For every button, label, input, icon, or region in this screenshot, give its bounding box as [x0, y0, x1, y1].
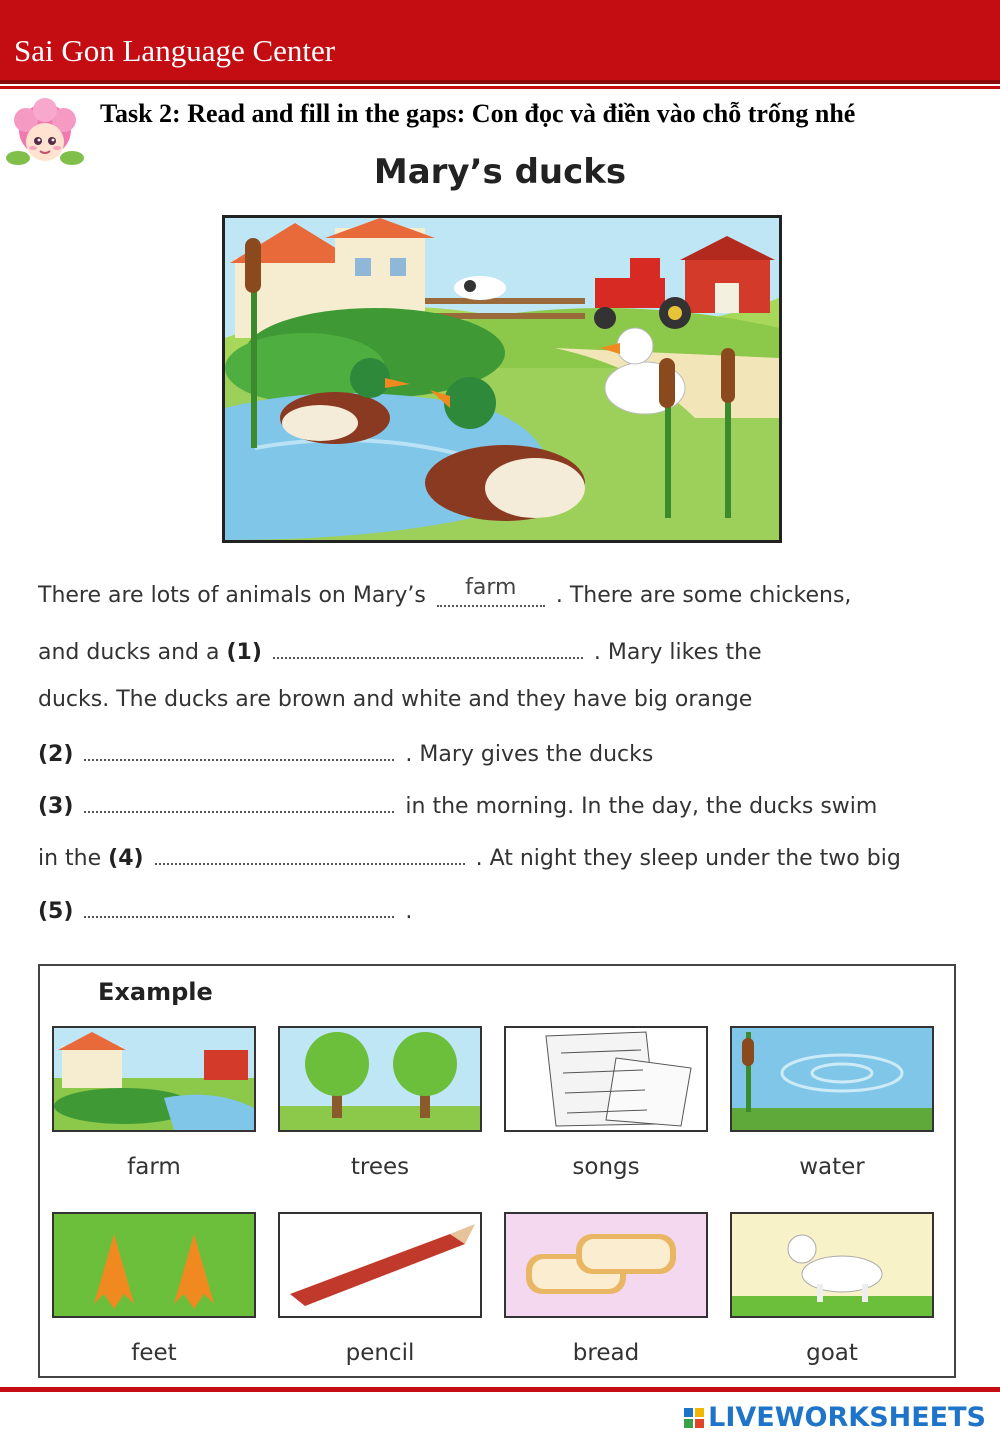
pencil-picture — [278, 1212, 482, 1318]
word-goat: goat — [806, 1340, 858, 1366]
story-text: ducks. The ducks are brown and white and they have big orange — [38, 687, 753, 712]
answer-blank-3[interactable] — [84, 789, 394, 813]
story-title: Mary’s ducks — [373, 152, 627, 192]
story-line-4 — [38, 789, 877, 819]
story-line-2 — [38, 687, 752, 712]
farm-picture — [52, 1026, 256, 1132]
story-text: . Mary likes the — [593, 640, 762, 665]
story-text: There are lots of animals on Mary’s — [38, 583, 426, 608]
liveworksheets-logo[interactable] — [684, 1402, 986, 1433]
story-text: in the — [38, 846, 102, 871]
story-line-5 — [38, 841, 901, 871]
center-name: Sai Gon Language Center — [14, 33, 336, 68]
header-bar — [0, 0, 1000, 84]
farm-scene-picture — [225, 218, 779, 540]
story-text: . — [405, 899, 413, 924]
answer-blank-1[interactable] — [273, 635, 583, 659]
liveworksheets-logo-icon — [684, 1408, 704, 1428]
gap-number: (2) — [38, 742, 74, 767]
word-bank-box — [38, 964, 956, 1378]
example-answer: farm — [465, 575, 517, 600]
brand-name: LIVEWORKSHEETS — [708, 1402, 986, 1433]
story-text: . At night they sleep under the two big — [475, 846, 901, 871]
story-text: and ducks and a — [38, 640, 220, 665]
story-line-3 — [38, 737, 653, 767]
feet-picture — [52, 1212, 256, 1318]
gap-number: (4) — [108, 846, 144, 871]
story-line-1 — [38, 635, 762, 665]
answer-blank-5[interactable] — [84, 894, 394, 918]
word-feet: feet — [131, 1340, 177, 1366]
example-label: Example — [98, 978, 213, 1006]
task-instruction: Task 2: Read and fill in the gaps: Con đọc và điền vào chỗ trống nhé — [100, 99, 856, 128]
story-line-6 — [38, 894, 412, 924]
gap-number: (1) — [226, 640, 262, 665]
word-trees: trees — [350, 1154, 410, 1180]
word-bread: bread — [572, 1340, 640, 1366]
water-picture — [730, 1026, 934, 1132]
header-divider — [0, 86, 1000, 89]
farm-pond-illustration — [222, 215, 782, 543]
bread-picture — [504, 1212, 708, 1318]
word-farm: farm — [127, 1154, 181, 1180]
word-water: water — [799, 1154, 865, 1180]
story-line-0 — [38, 575, 852, 608]
word-pencil: pencil — [345, 1340, 415, 1366]
footer-divider — [0, 1387, 1000, 1392]
answer-blank-4[interactable] — [155, 841, 465, 865]
gap-number: (3) — [38, 794, 74, 819]
songs-picture — [504, 1026, 708, 1132]
word-songs: songs — [572, 1154, 640, 1180]
story-text: in the morning. In the day, the ducks swim — [405, 794, 878, 819]
trees-picture — [278, 1026, 482, 1132]
story-text: . There are some chickens, — [555, 583, 852, 608]
gap-number: (5) — [38, 899, 74, 924]
example-gap — [437, 575, 545, 607]
goat-picture — [730, 1212, 934, 1318]
answer-blank-2[interactable] — [84, 737, 394, 761]
story-text: . Mary gives the ducks — [405, 742, 654, 767]
